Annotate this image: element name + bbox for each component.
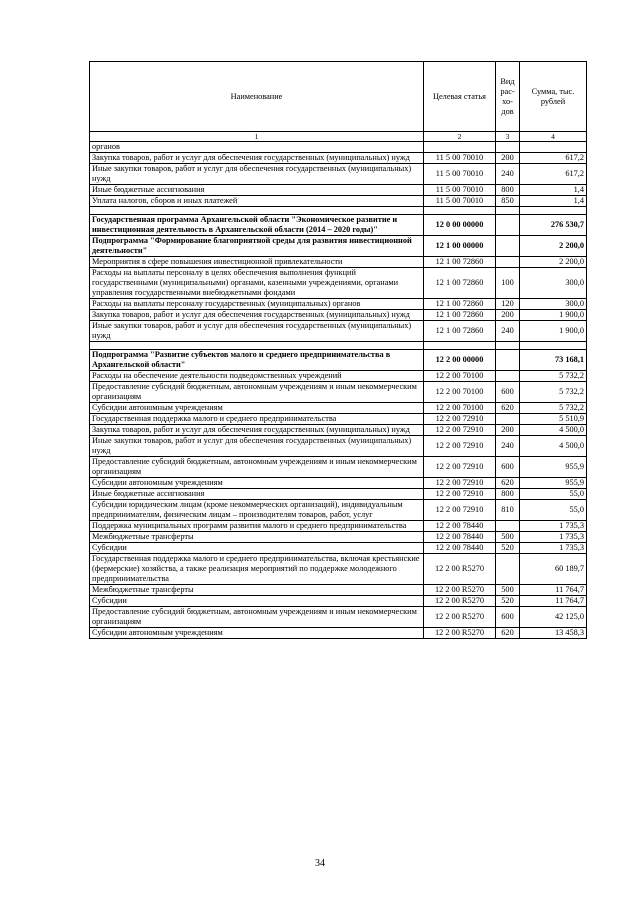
row-name: органов xyxy=(90,142,424,153)
column-number: 1 xyxy=(90,132,424,142)
row-name: Субсидии автономным учреждениям xyxy=(90,478,424,489)
row-target-code: 12 1 00 00000 xyxy=(424,236,496,257)
row-expense-kind: 620 xyxy=(496,478,520,489)
spacer-cell xyxy=(424,207,496,215)
table-row xyxy=(90,299,587,310)
row-name: Иные бюджетные ассигнования xyxy=(90,489,424,500)
row-target-code: 12 1 00 72860 xyxy=(424,310,496,321)
row-expense-kind: 200 xyxy=(496,310,520,321)
table-row xyxy=(90,607,587,628)
row-name: Расходы на выплаты персоналу государственных (муниципальных) органов xyxy=(90,299,424,310)
row-sum: 617,2 xyxy=(520,164,587,185)
row-target-code: 12 2 00 72910 xyxy=(424,425,496,436)
row-name: Подпрограмма "Развитие субъектов малого и среднего предпринимательства в Архангельской области" xyxy=(90,350,424,371)
table-row xyxy=(90,196,587,207)
row-target-code: 12 2 00 R5270 xyxy=(424,607,496,628)
row-target-code: 12 2 00 72910 xyxy=(424,436,496,457)
table-row xyxy=(90,500,587,521)
table-row xyxy=(90,628,587,639)
row-target-code: 12 1 00 72860 xyxy=(424,257,496,268)
row-name: Уплата налогов, сборов и иных платежей xyxy=(90,196,424,207)
table-row xyxy=(90,268,587,299)
row-expense-kind: 240 xyxy=(496,436,520,457)
header-sum: Сумма, тыс. рублей xyxy=(520,62,587,132)
row-expense-kind: 500 xyxy=(496,532,520,543)
row-expense-kind xyxy=(496,142,520,153)
row-target-code: 12 2 00 78440 xyxy=(424,521,496,532)
row-target-code: 12 2 00 72910 xyxy=(424,457,496,478)
table-row xyxy=(90,350,587,371)
row-name: Предоставление субсидий бюджетным, автономным учреждениям и иным некоммерческим организациям xyxy=(90,382,424,403)
table-row xyxy=(90,257,587,268)
row-expense-kind: 620 xyxy=(496,628,520,639)
row-name: Расходы на обеспечение деятельности подведомственных учреждений xyxy=(90,371,424,382)
row-sum: 4 500,0 xyxy=(520,425,587,436)
row-sum: 5 510,9 xyxy=(520,414,587,425)
row-name: Иные закупки товаров, работ и услуг для обеспечения государственных (муниципальных) нужд xyxy=(90,321,424,342)
header-kind: Вид рас- хо- дов xyxy=(496,62,520,132)
column-number: 3 xyxy=(496,132,520,142)
row-target-code: 12 2 00 78440 xyxy=(424,532,496,543)
row-expense-kind: 520 xyxy=(496,596,520,607)
table-row xyxy=(90,236,587,257)
row-expense-kind xyxy=(496,371,520,382)
row-sum: 1 735,3 xyxy=(520,543,587,554)
row-sum: 1,4 xyxy=(520,185,587,196)
row-sum: 60 189,7 xyxy=(520,554,587,585)
row-name: Государственная поддержка малого и среднего предпринимательства, включая крестьянские (фермерские) хозяйства, а также реализация мероприятий по поддержке молодежного предпринимательства xyxy=(90,554,424,585)
row-sum: 73 168,1 xyxy=(520,350,587,371)
row-target-code: 12 1 00 72860 xyxy=(424,321,496,342)
row-target-code: 11 5 00 70010 xyxy=(424,164,496,185)
row-sum: 42 125,0 xyxy=(520,607,587,628)
row-target-code: 11 5 00 70010 xyxy=(424,185,496,196)
table-row xyxy=(90,543,587,554)
row-expense-kind xyxy=(496,257,520,268)
column-number: 2 xyxy=(424,132,496,142)
row-sum: 11 764,7 xyxy=(520,596,587,607)
row-name: Государственная программа Архангельской области "Экономическое развитие и инвестиционная деятельность в Архангельской области (2014 – 2020 годы)" xyxy=(90,215,424,236)
row-expense-kind xyxy=(496,554,520,585)
row-sum: 5 732,2 xyxy=(520,403,587,414)
row-name: Субсидии автономным учреждениям xyxy=(90,628,424,639)
row-name: Поддержка муниципальных программ развития малого и среднего предпринимательства xyxy=(90,521,424,532)
row-name: Субсидии автономным учреждениям xyxy=(90,403,424,414)
row-expense-kind: 500 xyxy=(496,585,520,596)
row-target-code: 12 1 00 72860 xyxy=(424,268,496,299)
row-sum: 2 200,0 xyxy=(520,257,587,268)
column-number: 4 xyxy=(520,132,587,142)
row-sum: 55,0 xyxy=(520,489,587,500)
row-target-code: 11 5 00 70010 xyxy=(424,153,496,164)
row-target-code: 11 5 00 70010 xyxy=(424,196,496,207)
table-row xyxy=(90,310,587,321)
row-expense-kind: 800 xyxy=(496,185,520,196)
row-target-code xyxy=(424,142,496,153)
row-name: Мероприятия в сфере повышения инвестиционной привлекательности xyxy=(90,257,424,268)
table-body xyxy=(90,142,587,639)
table-row xyxy=(90,153,587,164)
row-sum: 55,0 xyxy=(520,500,587,521)
table-row xyxy=(90,554,587,585)
row-target-code: 12 2 00 72910 xyxy=(424,414,496,425)
table-row xyxy=(90,425,587,436)
header-target: Целевая статья xyxy=(424,62,496,132)
table-row xyxy=(90,478,587,489)
row-sum: 5 732,2 xyxy=(520,382,587,403)
row-name: Межбюджетные трансферты xyxy=(90,585,424,596)
table-row xyxy=(90,215,587,236)
row-target-code: 12 2 00 R5270 xyxy=(424,628,496,639)
spacer-cell xyxy=(90,342,424,350)
spacer-cell xyxy=(90,207,424,215)
row-name: Иные закупки товаров, работ и услуг для обеспечения государственных (муниципальных) нужд xyxy=(90,436,424,457)
table-row xyxy=(90,436,587,457)
table-header-row xyxy=(90,62,587,132)
row-target-code: 12 2 00 70100 xyxy=(424,382,496,403)
row-name: Предоставление субсидий бюджетным, автономным учреждениям и иным некоммерческим организациям xyxy=(90,607,424,628)
row-target-code: 12 2 00 70100 xyxy=(424,371,496,382)
row-expense-kind: 810 xyxy=(496,500,520,521)
row-sum: 1 900,0 xyxy=(520,310,587,321)
table-row xyxy=(90,414,587,425)
row-expense-kind xyxy=(496,236,520,257)
row-name: Предоставление субсидий бюджетным, автономным учреждениям и иным некоммерческим организациям xyxy=(90,457,424,478)
row-expense-kind xyxy=(496,215,520,236)
row-sum: 2 200,0 xyxy=(520,236,587,257)
row-target-code: 12 2 00 78440 xyxy=(424,543,496,554)
header-name: Наименование xyxy=(90,62,424,132)
row-expense-kind xyxy=(496,521,520,532)
row-name: Межбюджетные трансферты xyxy=(90,532,424,543)
row-name: Субсидии юридическим лицам (кроме некоммерческих организаций), индивидуальным предпринимателям, физическим лицам – производителям товаров, работ, услуг xyxy=(90,500,424,521)
row-sum: 617,2 xyxy=(520,153,587,164)
row-target-code: 12 0 00 00000 xyxy=(424,215,496,236)
row-target-code: 12 1 00 72860 xyxy=(424,299,496,310)
row-target-code: 12 2 00 70100 xyxy=(424,403,496,414)
row-expense-kind: 850 xyxy=(496,196,520,207)
budget-table xyxy=(89,61,587,639)
row-expense-kind: 120 xyxy=(496,299,520,310)
row-name: Закупка товаров, работ и услуг для обеспечения государственных (муниципальных) нужд xyxy=(90,310,424,321)
row-expense-kind: 800 xyxy=(496,489,520,500)
row-target-code: 12 2 00 R5270 xyxy=(424,554,496,585)
spacer-cell xyxy=(496,342,520,350)
row-expense-kind: 200 xyxy=(496,425,520,436)
table-row xyxy=(90,532,587,543)
table-row xyxy=(90,596,587,607)
spacer-cell xyxy=(424,342,496,350)
row-target-code: 12 2 00 00000 xyxy=(424,350,496,371)
row-sum: 955,9 xyxy=(520,478,587,489)
row-target-code: 12 2 00 R5270 xyxy=(424,585,496,596)
row-expense-kind xyxy=(496,414,520,425)
table-row xyxy=(90,164,587,185)
table-row xyxy=(90,142,587,153)
row-sum: 955,9 xyxy=(520,457,587,478)
row-expense-kind: 200 xyxy=(496,153,520,164)
spacer-cell xyxy=(520,207,587,215)
table-row xyxy=(90,489,587,500)
row-sum: 1 735,3 xyxy=(520,521,587,532)
row-expense-kind xyxy=(496,350,520,371)
row-sum: 1,4 xyxy=(520,196,587,207)
row-expense-kind: 240 xyxy=(496,164,520,185)
row-sum: 5 732,2 xyxy=(520,371,587,382)
table-spacer-row xyxy=(90,207,587,215)
row-sum: 1 735,3 xyxy=(520,532,587,543)
row-sum: 4 500,0 xyxy=(520,436,587,457)
row-sum: 300,0 xyxy=(520,299,587,310)
row-expense-kind: 600 xyxy=(496,607,520,628)
table-row xyxy=(90,521,587,532)
page-number: 34 xyxy=(315,858,325,869)
row-target-code: 12 2 00 72910 xyxy=(424,478,496,489)
row-sum: 1 900,0 xyxy=(520,321,587,342)
row-expense-kind: 600 xyxy=(496,382,520,403)
row-sum: 276 530,7 xyxy=(520,215,587,236)
table-row xyxy=(90,382,587,403)
row-name: Субсидии xyxy=(90,543,424,554)
row-expense-kind: 240 xyxy=(496,321,520,342)
row-expense-kind: 620 xyxy=(496,403,520,414)
row-name: Иные закупки товаров, работ и услуг для обеспечения государственных (муниципальных) нужд xyxy=(90,164,424,185)
row-sum xyxy=(520,142,587,153)
row-name: Закупка товаров, работ и услуг для обеспечения государственных (муниципальных) нужд xyxy=(90,153,424,164)
table-row xyxy=(90,585,587,596)
row-name: Субсидии xyxy=(90,596,424,607)
spacer-cell xyxy=(520,342,587,350)
spacer-cell xyxy=(496,207,520,215)
column-numbers-row xyxy=(90,132,587,142)
row-name: Иные бюджетные ассигнования xyxy=(90,185,424,196)
row-name: Расходы на выплаты персоналу в целях обеспечения выполнения функций государственными (муниципальными) органами, казенными учреждениями, органами управления государственными внебюджетными фондами xyxy=(90,268,424,299)
table-row xyxy=(90,403,587,414)
row-sum: 11 764,7 xyxy=(520,585,587,596)
row-target-code: 12 2 00 72910 xyxy=(424,500,496,521)
row-target-code: 12 2 00 R5270 xyxy=(424,596,496,607)
table-row xyxy=(90,371,587,382)
table-row xyxy=(90,185,587,196)
table-row xyxy=(90,321,587,342)
row-sum: 300,0 xyxy=(520,268,587,299)
table-spacer-row xyxy=(90,342,587,350)
table-row xyxy=(90,457,587,478)
row-name: Государственная поддержка малого и среднего предпринимательства xyxy=(90,414,424,425)
row-sum: 13 458,3 xyxy=(520,628,587,639)
row-name: Подпрограмма "Формирование благоприятной среды для развития инвестиционной деятельности" xyxy=(90,236,424,257)
row-expense-kind: 600 xyxy=(496,457,520,478)
row-expense-kind: 520 xyxy=(496,543,520,554)
row-expense-kind: 100 xyxy=(496,268,520,299)
row-target-code: 12 2 00 72910 xyxy=(424,489,496,500)
row-name: Закупка товаров, работ и услуг для обеспечения государственных (муниципальных) нужд xyxy=(90,425,424,436)
